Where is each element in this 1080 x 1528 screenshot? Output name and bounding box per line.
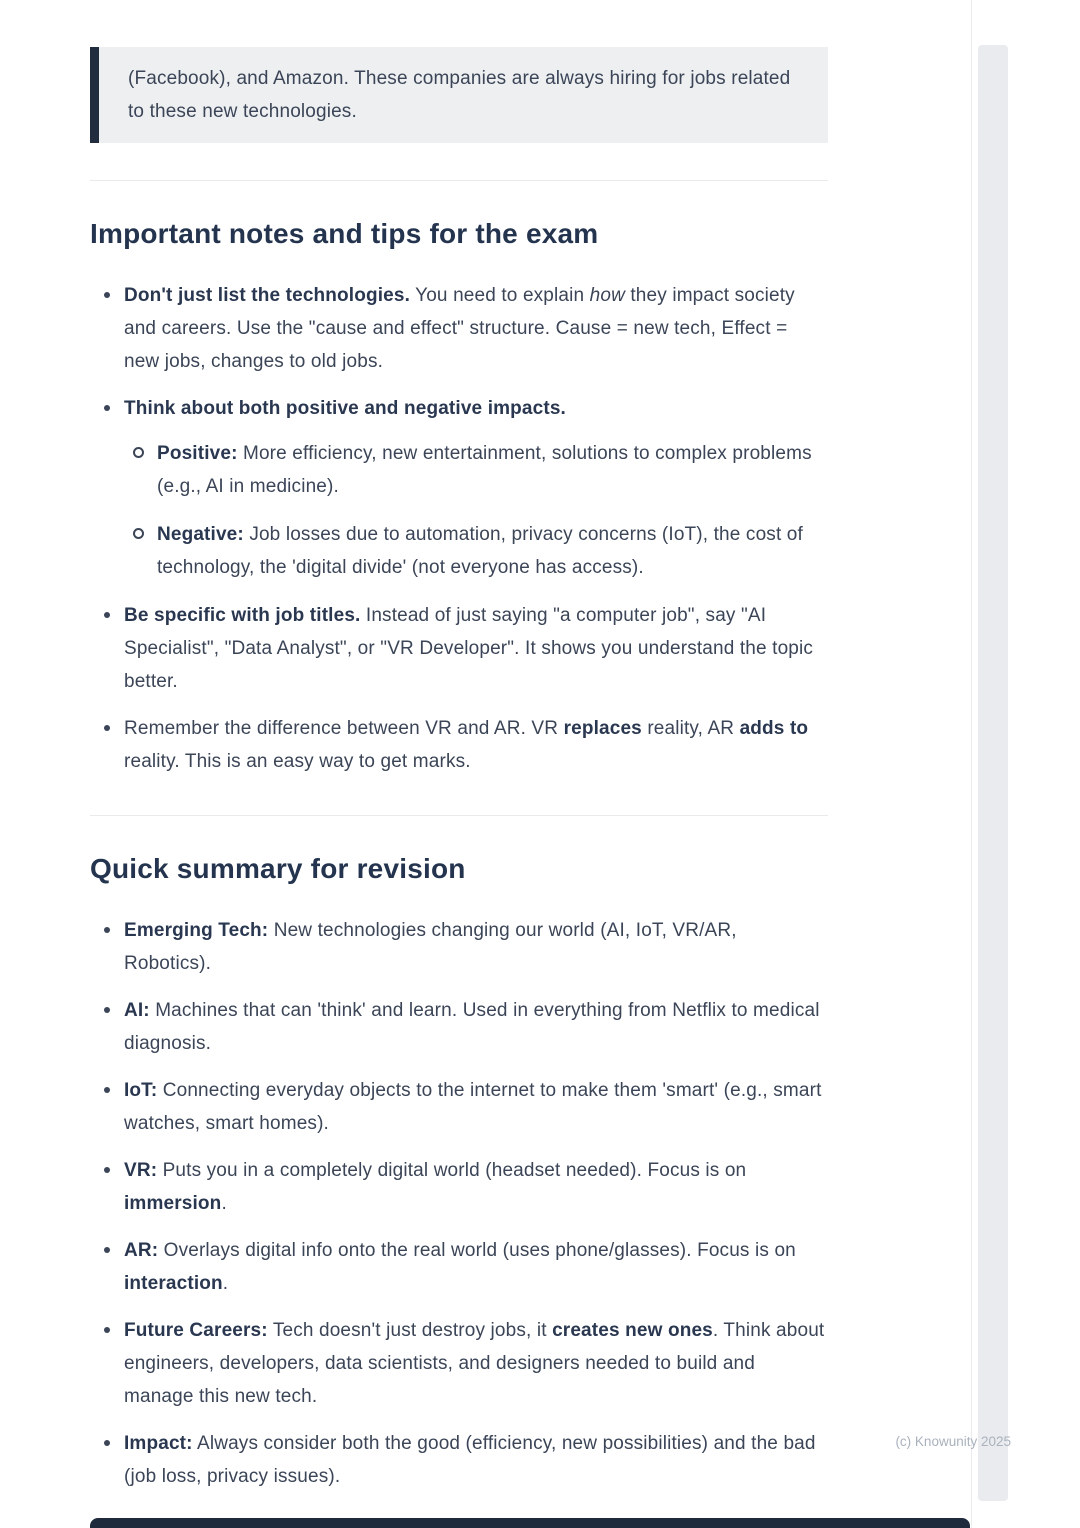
page-edge-line — [971, 0, 972, 1528]
copyright-watermark: (c) Knowunity 2025 — [895, 1434, 1011, 1449]
sub-list-item — [124, 437, 828, 503]
sub-list-item-text: Positive: More efficiency, new entertainment, solutions to complex problems (e.g., AI in medicine). — [157, 443, 812, 497]
list-item — [90, 712, 828, 778]
list-item — [90, 1314, 828, 1413]
list-item-text: Future Careers: Tech doesn't just destroy jobs, it creates new ones. Think about engineers, developers, data scientists, and designers needed to build and manage this new tech. — [124, 1320, 825, 1407]
list-item-text: IoT: Connecting everyday objects to the internet to make them 'smart' (e.g., smart watches, smart homes). — [124, 1080, 822, 1134]
list-item — [90, 1154, 828, 1220]
list-item-text: Emerging Tech: New technologies changing our world (AI, IoT, VR/AR, Robotics). — [124, 920, 737, 974]
list-item — [90, 392, 828, 584]
sub-list-item-text: Negative: Job losses due to automation, privacy concerns (IoT), the cost of technology, the 'digital divide' (not everyone has access). — [157, 524, 803, 578]
scrollbar-thumb[interactable] — [978, 45, 1008, 1501]
exam-tips-list — [90, 279, 828, 778]
list-item — [90, 914, 828, 980]
list-item — [90, 599, 828, 698]
list-item-text: Remember the difference between VR and AR. VR replaces reality, AR adds to reality. This is an easy way to get marks. — [124, 718, 809, 772]
list-item — [90, 1427, 828, 1493]
list-item — [90, 994, 828, 1060]
impacts-sublist — [124, 437, 828, 584]
list-item — [90, 279, 828, 378]
document-page — [90, 0, 828, 1507]
section-heading-exam-tips: Important notes and tips for the exam — [90, 218, 599, 249]
blockquote-text: (Facebook), and Amazon. These companies are always hiring for jobs related to these new technologies. — [128, 68, 791, 122]
list-item-text: Impact: Always consider both the good (efficiency, new possibilities) and the bad (job loss, privacy issues). — [124, 1433, 816, 1487]
section-divider — [90, 180, 828, 181]
list-item-text: Don't just list the technologies. You need to explain how they impact society and careers. Use the "cause and effect" structure. Cause = new tech, Effect = new jobs, changes to old jobs. — [124, 285, 795, 372]
section-heading-quick-summary: Quick summary for revision — [90, 853, 466, 884]
list-item-text: VR: Puts you in a completely digital world (headset needed). Focus is on immersion. — [124, 1160, 747, 1214]
sub-list-item — [124, 518, 828, 584]
list-item-text: AR: Overlays digital info onto the real world (uses phone/glasses). Focus is on interaction. — [124, 1240, 796, 1294]
list-item — [90, 1074, 828, 1140]
list-item-text: AI: Machines that can 'think' and learn. Used in everything from Netflix to medical diagnosis. — [124, 1000, 820, 1054]
list-item-text: Think about both positive and negative impacts. — [124, 398, 566, 419]
list-item-text: Be specific with job titles. Instead of just saying "a computer job", say "AI Specialist", "Data Analyst", or "VR Developer". It shows you understand the topic better. — [124, 605, 814, 692]
section-divider — [90, 815, 828, 816]
next-card-top-edge — [90, 1518, 970, 1528]
blockquote — [90, 47, 828, 143]
list-item — [90, 1234, 828, 1300]
quick-summary-list — [90, 914, 828, 1493]
